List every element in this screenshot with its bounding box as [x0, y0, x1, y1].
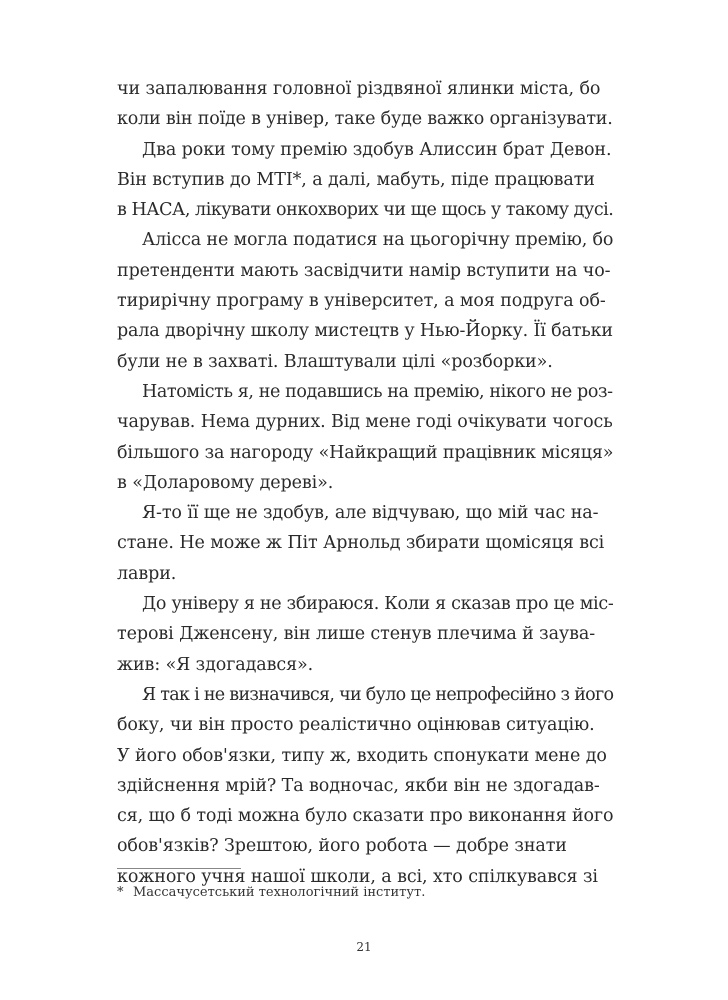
text-line: У його обов'язки, типу ж, входить спонукати мене до — [117, 745, 607, 766]
text-line: Я так і не визначився, чи було це непрофесійно з його — [142, 684, 614, 705]
text-line: стане. Не може ж Піт Арнольд збирати щомісяця всі — [117, 533, 605, 554]
text-line: лаври. — [117, 563, 177, 584]
text-line: ся, що б тоді можна було сказати про виконання його — [117, 806, 614, 827]
text-line: претенденти мають засвідчити намір вступити на чо- — [117, 260, 611, 281]
footnote-mark: * — [117, 885, 124, 900]
text-line: терові Дженсену, він лише стенув плечима й заува- — [117, 624, 596, 645]
text-line: кожного учня нашої школи, а всі, хто спілкувався зі — [117, 866, 598, 887]
text-line: Два роки тому премію здобув Алиссин брат Девон. — [142, 139, 612, 160]
text-line: більшого за нагороду «Найкращий працівник місяця» — [117, 442, 614, 463]
text-line: обов'язків? Зрештою, його робота — добре знати — [117, 836, 567, 857]
text-line: тирирічну програму в університет, а моя подруга об- — [117, 291, 606, 312]
page-number: 21 — [356, 940, 372, 954]
footnote-divider — [117, 868, 241, 869]
text-line: Я-то її ще не здобув, але відчуваю, що мій час на- — [142, 503, 599, 524]
text-line: були не в захваті. Влаштували цілі «розборки». — [117, 351, 553, 372]
text-line: Алісса не могла податися на цьогорічну премію, бо — [142, 230, 614, 251]
text-line: чи запалювання головної різдвяної ялинки міста, бо — [117, 79, 601, 99]
text-line: здійснення мрій? Та водночас, якби він не здогадав- — [117, 775, 600, 796]
text-line: в «Доларовому дереві». — [117, 472, 334, 493]
text-line: рала дворічну школу мистецтв у Нью-Йорку. Її батьки — [117, 321, 613, 342]
text-line: Він вступив до МТІ*, а далі, мабуть, піде працювати — [117, 169, 595, 190]
footnote-text: Массачусетський технологічний інститут. — [133, 885, 426, 900]
text-line: коли він поїде в універ, таке буде важко організувати. — [117, 109, 613, 130]
text-line: жив: «Я здогадався». — [117, 654, 314, 675]
text-line: До універу я не збираюся. Коли я сказав про це міс- — [142, 594, 614, 615]
text-line: в НАСА, лікувати онкохворих чи ще щось у такому дусі. — [117, 200, 614, 221]
text-line: Натомість я, не подавшись на премію, нікого не роз- — [142, 381, 613, 402]
body-text — [117, 74, 613, 892]
text-line: чарував. Нема дурних. Від мене годі очікувати чогось — [117, 412, 613, 433]
footnote — [117, 884, 425, 902]
text-line: боку, чи він просто реалістично оцінював ситуацію. — [117, 715, 595, 736]
